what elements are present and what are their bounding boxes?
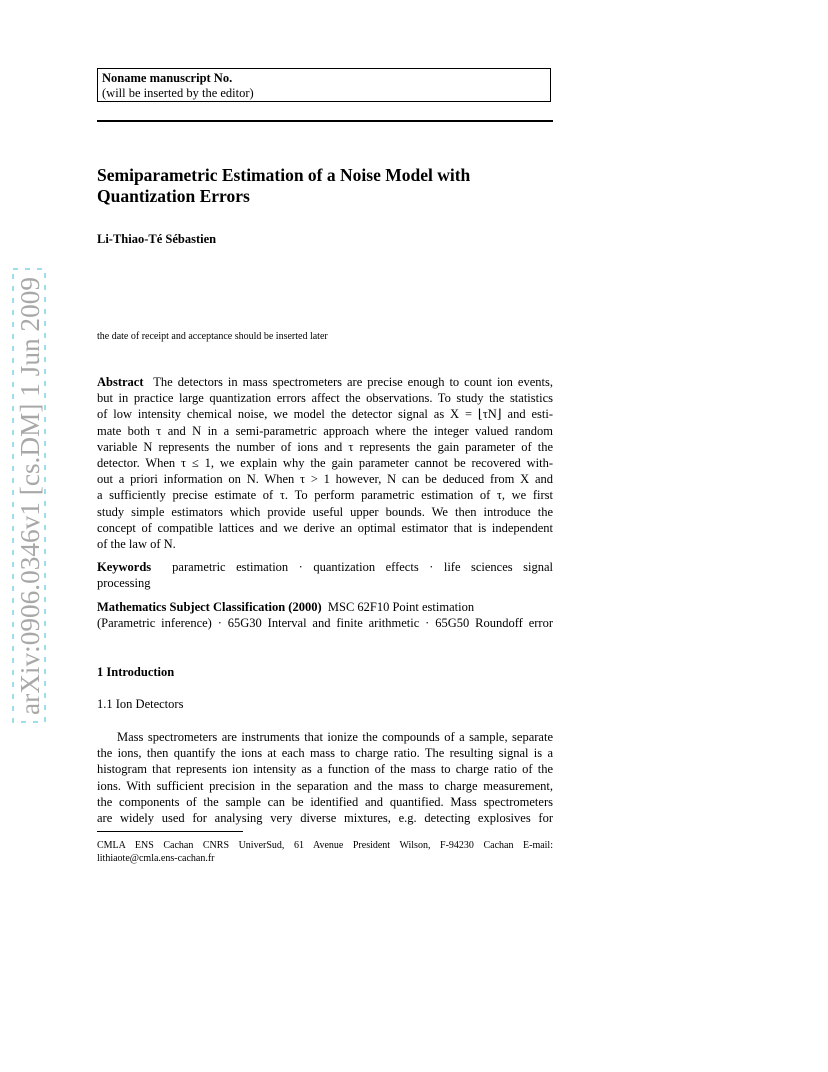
abstract-line: a sufficiently precise estimate of τ. To perform parametric estimation of τ, we first	[97, 488, 553, 503]
intro-line: ions. With sufficient precision in the separation and the mass to charge measurement,	[97, 778, 553, 793]
msc-line: (Parametric inference) · 65G30 Interval and finite arithmetic · 65G50 Roundoff error	[97, 616, 553, 631]
abstract-line: variable N represents the number of ions and τ represents the gain parameter of the	[97, 439, 553, 454]
paper-title	[97, 165, 537, 207]
abstract-line: detector. When τ ≤ 1, we explain why the gain parameter cannot be recovered with-	[97, 456, 553, 471]
manuscript-number: Noname manuscript No.	[102, 71, 233, 85]
abstract-line: study simple estimators which provide useful upper bounds. We then introduce the	[97, 504, 553, 519]
header-rule	[97, 120, 553, 122]
intro-line: are widely used for analysing very diverse mixtures, e.g. detecting explosives for	[97, 811, 553, 826]
footnote-rule	[97, 831, 243, 832]
keywords-label: Keywords	[97, 560, 152, 574]
abstract-line: mate both τ and N in a semi-parametric approach where the integer valued random	[97, 423, 553, 438]
intro-line: the ions, then quantify the ions at each mass to charge ratio. The resulting signal is a	[97, 746, 553, 761]
section-heading: 1 Introduction	[97, 665, 175, 679]
msc-line: Mathematics Subject Classification (2000) MSC 62F10 Point estimation	[97, 600, 475, 614]
msc-classification	[97, 599, 553, 631]
abstract-line: out a priori information on N. When τ > 1 however, N can be deduced from X and	[97, 472, 553, 487]
abstract-label: Abstract	[97, 375, 144, 389]
subsection-heading: 1.1 Ion Detectors	[97, 697, 184, 711]
title-line: Semiparametric Estimation of a Noise Model with	[97, 165, 471, 185]
footnote	[97, 839, 553, 865]
arxiv-stamp	[12, 268, 46, 723]
receipt-note: the date of receipt and acceptance should be inserted later	[97, 331, 328, 342]
abstract-line: but in practice large quantization errors affect the observations. To study the statistics	[97, 391, 553, 406]
intro-line: Mass spectrometers are instruments that ionize the compounds of a sample, separate	[117, 730, 553, 744]
abstract-line: concept of compatible lattices and we derive an optimal estimator that is independent	[97, 520, 553, 535]
msc-label: Mathematics Subject Classification (2000)	[97, 600, 322, 614]
keywords-line: Keywords parametric estimation · quantization effects · life sciences signal	[97, 560, 553, 574]
abstract	[97, 374, 553, 552]
intro-line: the components of the sample can be identified and quantified. Mass spectrometers	[97, 794, 553, 809]
abstract-line: of low intensity chemical noise, we model the detector signal as X = ⌊τN⌋ and esti-	[97, 407, 553, 422]
intro-line: histogram that represents ion intensity as a function of the mass to charge ratio of the	[97, 762, 553, 777]
abstract-line: Abstract The detectors in mass spectrometers are precise enough to count ion events,	[97, 375, 553, 389]
footnote-line: CMLA ENS Cachan CNRS UniverSud, 61 Avenue President Wilson, F-94230 Cachan E-mail:	[97, 840, 553, 851]
abstract-line: of the law of N.	[97, 537, 176, 552]
intro-paragraph	[97, 729, 553, 826]
author-name: Li-Thiao-Té Sébastien	[97, 232, 217, 246]
keywords-line: processing	[97, 576, 151, 591]
title-line: Quantization Errors	[97, 186, 250, 206]
keywords	[97, 559, 553, 591]
footnote-email: lithiaote@cmla.ens-cachan.fr	[97, 853, 215, 864]
arxiv-stamp-text: arXiv:0906.0346v1 [cs.DM] 1 Jun 2009	[15, 281, 45, 715]
editor-note: (will be inserted by the editor)	[102, 86, 254, 100]
arxiv-stamp-graphic	[12, 268, 46, 723]
editor-header-box	[97, 68, 551, 102]
